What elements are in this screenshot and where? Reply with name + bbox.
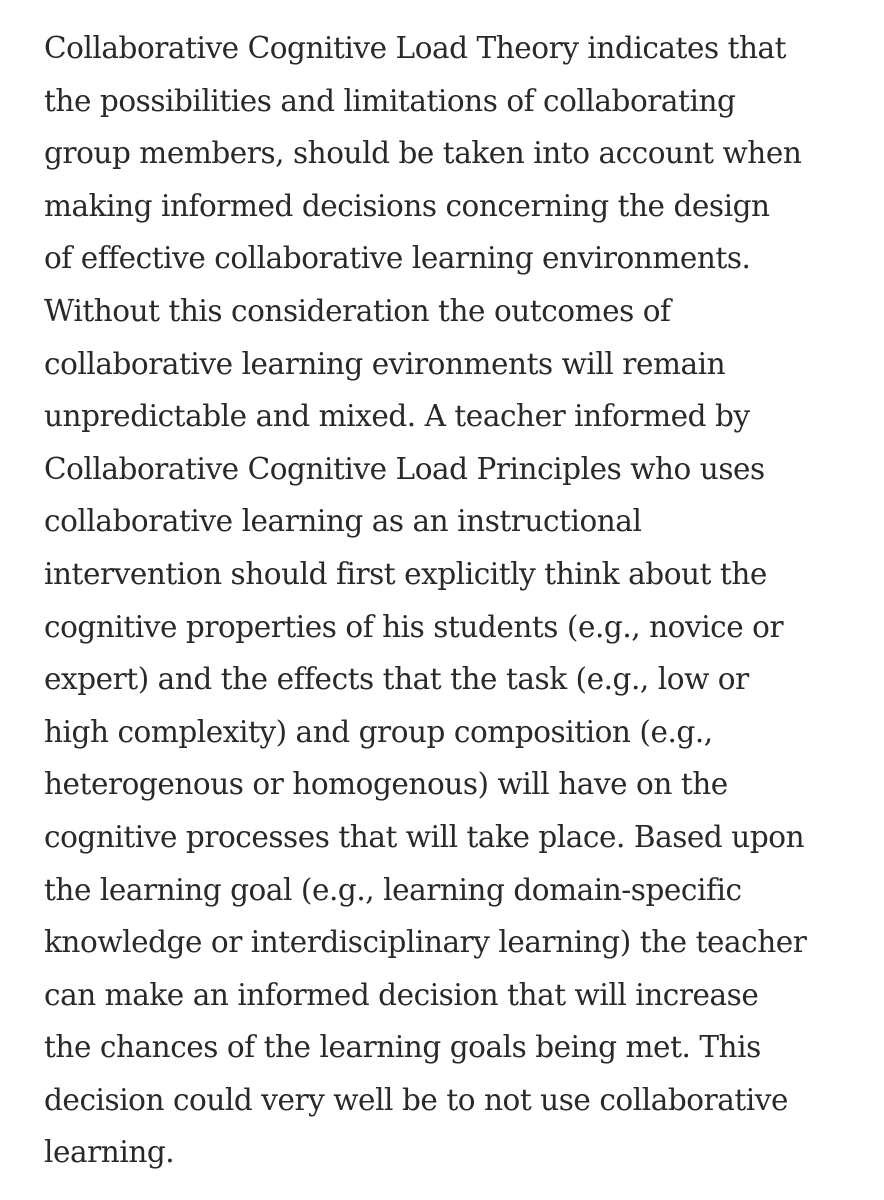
paragraph-line: Collaborative Cognitive Load Theory indicates that bbox=[44, 31, 787, 65]
paragraph-line: collaborative learning as an instructional bbox=[44, 504, 642, 539]
paragraph-line: group members, should be taken into account when bbox=[44, 136, 802, 171]
paragraph-line: the possibilities and limitations of collaborating bbox=[44, 83, 736, 118]
paragraph-line: Without this consideration the outcomes of bbox=[44, 293, 671, 328]
article-paragraph bbox=[44, 22, 874, 1179]
paragraph-line: the chances of the learning goals being met. This bbox=[44, 1030, 761, 1065]
paragraph-line: collaborative learning evironments will remain bbox=[44, 346, 726, 381]
paragraph-line: heterogenous or homogenous) will have on the bbox=[44, 767, 728, 802]
paragraph-line: unpredictable and mixed. A teacher informed by bbox=[44, 399, 750, 434]
paragraph-line: knowledge or interdisciplinary learning) the teacher bbox=[44, 925, 807, 960]
paragraph-line: the learning goal (e.g., learning domain-specific bbox=[44, 872, 742, 907]
paragraph-line: intervention should first explicitly think about the bbox=[44, 556, 767, 591]
paragraph-line: high complexity) and group composition (e.g., bbox=[44, 714, 713, 749]
paragraph-line: cognitive properties of his students (e.g., novice or bbox=[44, 609, 784, 644]
paragraph-line: learning. bbox=[44, 1135, 175, 1170]
paragraph-line: Collaborative Cognitive Load Principles who uses bbox=[44, 451, 765, 486]
paragraph-line: can make an informed decision that will increase bbox=[44, 977, 759, 1012]
paragraph-line: cognitive processes that will take place. Based upon bbox=[44, 819, 805, 854]
paragraph-line: making informed decisions concerning the design bbox=[44, 188, 770, 223]
paragraph-line: decision could very well be to not use collaborative bbox=[44, 1082, 788, 1117]
paragraph-line: expert) and the effects that the task (e.g., low or bbox=[44, 662, 749, 697]
paragraph-line: of effective collaborative learning environments. bbox=[44, 241, 751, 276]
